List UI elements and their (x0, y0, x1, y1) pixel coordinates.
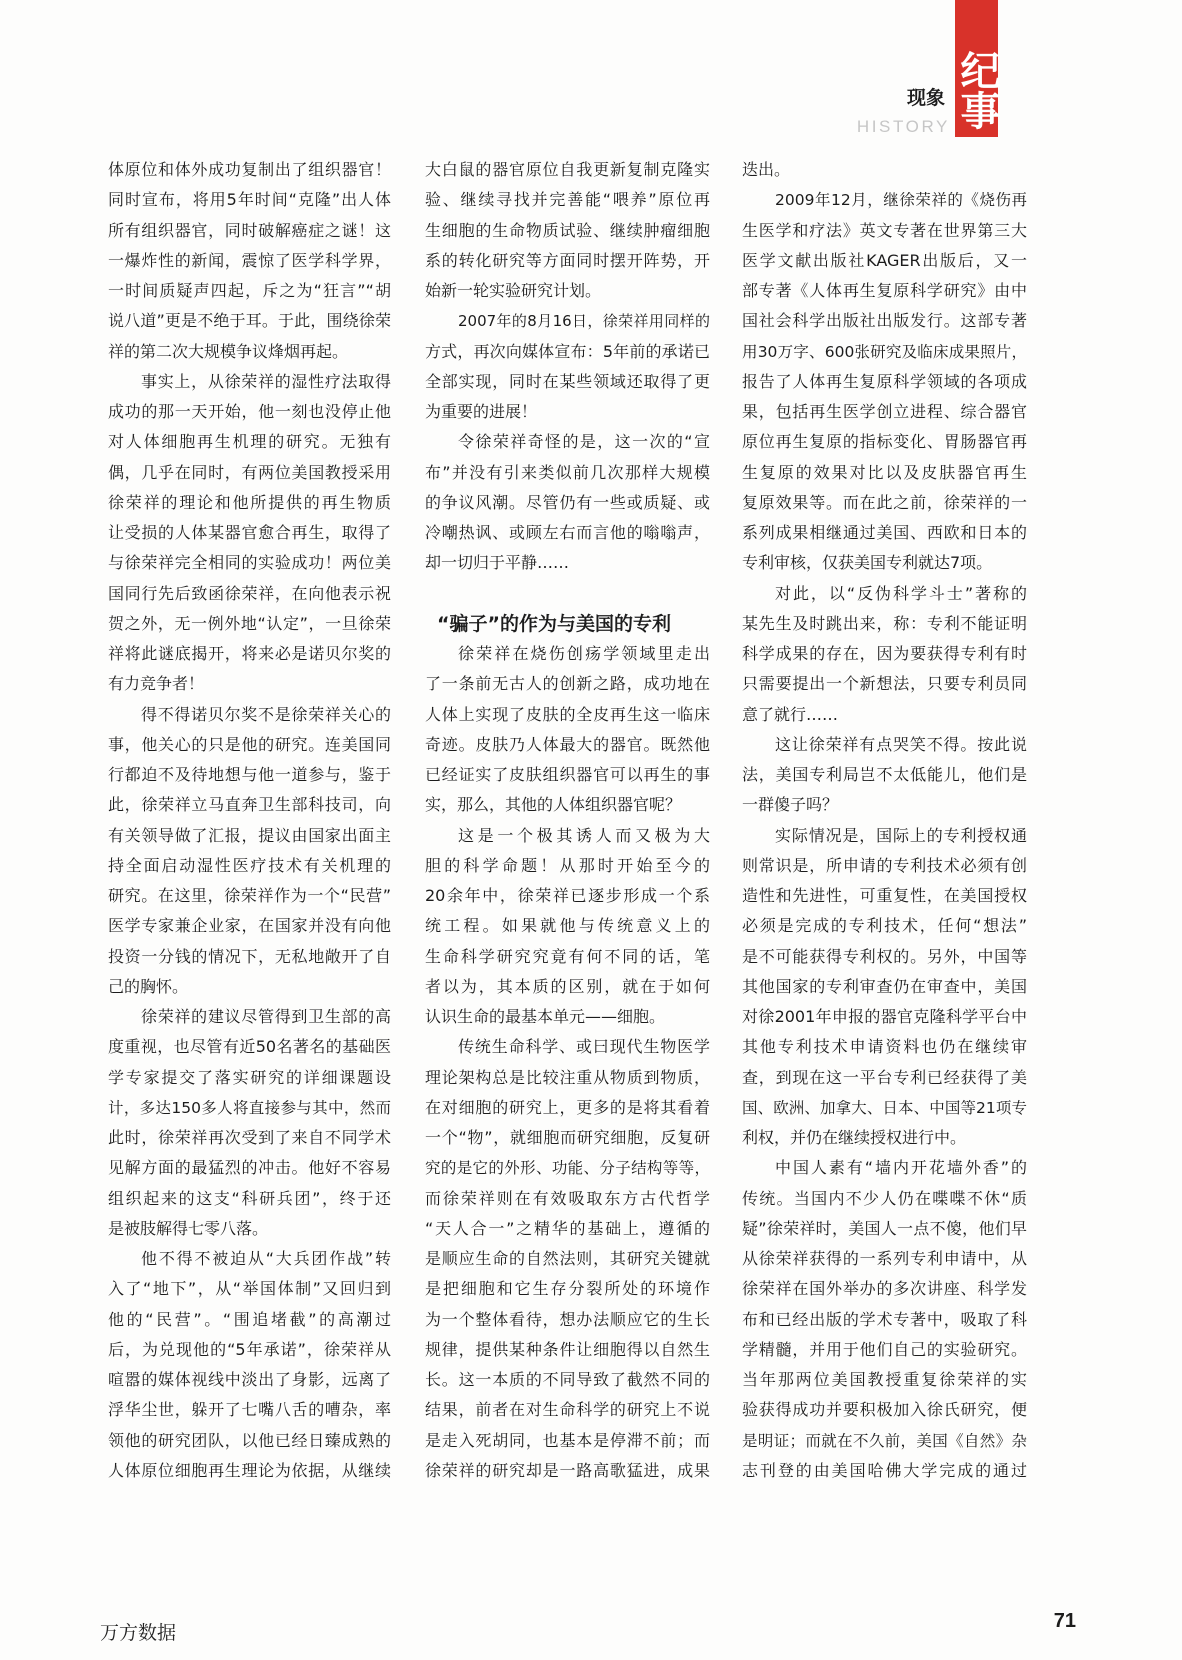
text-line: 验获得成功并要积极加入徐氏研究，便 (742, 1400, 1027, 1420)
text-line: 国社会科学出版社出版发行。这部专著 (742, 311, 1027, 331)
paragraph (425, 821, 710, 1033)
section-label-english: HISTORY (856, 117, 950, 136)
text-line: 一时间质疑声四起，斥之为“狂言”“胡 (108, 281, 391, 300)
text-line: 实际情况是，国际上的专利授权通 (775, 825, 1027, 845)
text-line: 所有组织器官，同时破解癌症之谜！这 (108, 220, 391, 240)
text-line: 组织起来的这支“科研兵团”，终于还 (108, 1188, 391, 1208)
text-line: 对此，以“反伪科学斗士”著称的 (775, 583, 1027, 603)
text-line: 这是一个极其诱人而又极为大 (458, 825, 710, 845)
text-line: 同时宣布，将用5年时间“克隆”出人体 (108, 190, 391, 210)
paragraph (742, 821, 1027, 1154)
text-line: 是被肢解得七零八落。 (108, 1218, 269, 1238)
text-line: 生复原的效果对比以及皮肤器官再生 (742, 462, 1027, 482)
text-line: 是明证；而就在不久前，美国《自然》杂 (742, 1431, 1027, 1450)
text-line: 国、欧洲、加拿大、日本、中国等21项专 (742, 1098, 1027, 1117)
watermark: 万方数据 (100, 1622, 177, 1644)
text-line: 疑”徐荣祥时，美国人一点不傻，他们早 (742, 1218, 1027, 1238)
text-line: 结果，前者在对生命科学的研究上不说 (425, 1400, 710, 1420)
paragraph (108, 700, 391, 1003)
text-line: 得不得诺贝尔奖不是徐荣祥关心的 (141, 704, 391, 724)
text-line: 部专著《人体再生复原科学研究》由中 (742, 281, 1027, 300)
text-line: 有关领导做了汇报，提议由国家出面主 (108, 825, 391, 845)
text-line: 传统。当国内不少人仍在喋喋不休“质 (742, 1188, 1027, 1208)
text-line: 其他国家的专利审查仍在审查中，美国 (742, 976, 1027, 996)
text-line: 徐荣祥在烧伤创疡学领域里走出 (458, 644, 710, 663)
text-line: 祥的第二次大规模争议烽烟再起。 (108, 341, 349, 361)
text-line: 大白鼠的器官原位自我更新复制克隆实 (425, 160, 710, 179)
text-line: 布和已经出版的学术专著中，吸取了科 (742, 1309, 1027, 1329)
text-line: 者以为，其本质的区别，就在于如何 (425, 976, 710, 996)
text-line: 一群傻子吗？ (742, 795, 839, 815)
text-line: 祥将此谜底揭开，将来必是诺贝尔奖的 (108, 644, 391, 663)
text-line: 必须是完成的专利技术，任何“想法” (742, 916, 1027, 936)
text-line: 其他专利技术申请资料也仍在继续审 (742, 1037, 1027, 1057)
text-line: 传统生命科学、或曰现代生物医学 (458, 1037, 710, 1057)
text-line: 当年那两位美国教授重复徐荣祥的实 (742, 1370, 1027, 1389)
text-line: 一个“物”，就细胞而研究细胞，反复研 (425, 1128, 710, 1147)
text-line: 偶，几乎在同时，有两位美国教授采用 (108, 462, 391, 482)
text-line: 为重要的进展！ (425, 402, 538, 421)
text-line: 成功的那一天开始，他一刻也没停止他 (108, 402, 391, 421)
text-line: 全部实现，同时在某些领域还取得了更 (425, 371, 710, 391)
text-line: 医学专家兼企业家，在国家并没有向他 (108, 916, 391, 936)
text-line: “天人合一”之精华的基础上，遵循的 (425, 1218, 710, 1238)
text-line: 他不得不被迫从“大兵团作战”转 (141, 1249, 391, 1268)
text-line: 徐荣祥的理论和他所提供的再生物质 (108, 492, 391, 512)
text-line: 人体上实现了皮肤的全皮再生这一临床 (425, 704, 710, 724)
text-line: 在对细胞的研究上，更多的是将其看着 (425, 1097, 710, 1117)
text-line: 报告了人体再生复原科学领域的各项成 (742, 371, 1027, 391)
text-line: 对徐2001年申报的器官克隆科学平台中 (742, 1007, 1027, 1026)
text-line: 对人体细胞再生机理的研究。无独有 (108, 432, 391, 452)
text-column-1 (108, 155, 391, 1486)
text-line: 认识生命的最基本单元——细胞。 (425, 1007, 666, 1026)
paragraph (742, 1153, 1027, 1486)
text-line: 理论架构总是比较注重从物质到物质， (425, 1067, 710, 1087)
text-line: 2009年12月，继徐荣祥的《烧伤再 (775, 191, 1027, 210)
text-line: 见解方面的最猛烈的冲击。他好不容易 (108, 1158, 391, 1178)
text-line: 从徐荣祥获得的一系列专利申请中，从 (742, 1249, 1027, 1268)
text-line: 己的胸怀。 (108, 976, 189, 996)
text-line: 迭出。 (742, 160, 791, 179)
text-line: 中国人素有“墙内开花墙外香”的 (775, 1158, 1027, 1178)
paragraph (108, 1002, 391, 1244)
text-line: 意了就行…… (742, 704, 839, 724)
paragraph (425, 639, 710, 821)
text-line: 始新一轮实验研究计划。 (425, 281, 602, 300)
text-line: 了一条前无古人的创新之路，成功地在 (425, 674, 710, 694)
text-line: 持全面启动湿性医疗技术有关机理的 (108, 855, 391, 875)
text-line: 生医学和疗法》英文专著在世界第三大 (742, 220, 1027, 240)
text-line: 的争议风潮。尽管仍有一些或质疑、或 (425, 492, 710, 512)
text-line: 实，那么，其他的人体组织器官呢？ (425, 795, 682, 815)
paragraph (425, 427, 710, 578)
text-line: 验、继续寻找并完善能“喂养”原位再 (425, 190, 710, 210)
section-label: 现象 (906, 87, 945, 109)
text-line: 利权，并仍在继续授权进行中。 (742, 1128, 967, 1147)
text-line: 志刊登的由美国哈佛大学完成的通过 (742, 1460, 1027, 1480)
text-line: 是走入死胡同，也基本是停滞不前；而 (425, 1430, 710, 1450)
paragraph (108, 1244, 391, 1486)
paragraph (425, 306, 710, 427)
text-line: 医学文献出版社KAGER出版后，又一 (742, 250, 1027, 270)
text-line: 复原效果等。而在此之前，徐荣祥的一 (742, 492, 1027, 512)
text-line: 是不可能获得专利权的。另外，中国等 (742, 946, 1027, 966)
text-line: 法，美国专利局岂不太低能儿，他们是 (742, 765, 1027, 784)
text-line: 事实上，从徐荣祥的湿性疗法取得 (141, 371, 391, 391)
text-line: 系列成果相继通过美国、西欧和日本的 (742, 523, 1027, 542)
text-line: 奇迹。皮肤乃人体最大的器官。既然他 (425, 734, 710, 754)
text-line: 行都迫不及待地想与他一道参与，鉴于 (108, 765, 391, 784)
text-line: 为一个整体看待，想办法顺应它的生长 (425, 1309, 710, 1329)
text-line: 布”并没有引来类似前几次那样大规模 (425, 462, 710, 482)
text-line: 有力竞争者！ (108, 674, 205, 694)
text-line: 方式，再次向媒体宣布：5年前的承诺已 (425, 341, 710, 361)
text-line: 一爆炸性的新闻，震惊了医学科学界， (108, 250, 391, 270)
text-line: 是把细胞和它生存分裂所处的环境作 (425, 1279, 710, 1299)
text-line: 徐荣祥的研究却是一路高歌猛进，成果 (425, 1460, 710, 1480)
paragraph (425, 155, 710, 306)
text-line: 投资一分钱的情况下，无私地敞开了自 (108, 946, 391, 966)
text-line: 造性和先进性，可重复性，在美国授权 (742, 886, 1027, 905)
text-line: 体原位和体外成功复制出了组织器官！ (108, 160, 391, 179)
text-line: 用30万字、600张研究及临床成果照片， (742, 342, 1027, 361)
paragraph (742, 730, 1027, 821)
text-line: 学专家提交了落实研究的详细课题设 (108, 1067, 391, 1087)
text-line: 徐荣祥的建议尽管得到卫生部的高 (141, 1007, 391, 1026)
text-line: 胆的科学命题！从那时开始至今的 (425, 855, 710, 875)
text-line: 浮华尘世，躲开了七嘴八舌的嘈杂，率 (108, 1400, 391, 1420)
paragraph (742, 155, 1027, 185)
text-line: 已经证实了皮肤组织器官可以再生的事 (425, 765, 710, 784)
column-mark-text: 纪事 (954, 50, 1000, 130)
text-line: 后，为兑现他的“5年承诺”，徐荣祥从 (108, 1339, 391, 1359)
text-line: 只需要提出一个新想法，只要专利员同 (742, 674, 1027, 694)
column-mark-badge (955, 0, 998, 137)
text-line: 生细胞的生命物质试验、继续肿瘤细胞 (425, 220, 710, 240)
text-line: 学精髓，并用于他们自己的实验研究。 (742, 1339, 1027, 1359)
text-line: 此，徐荣祥立马直奔卫生部科技司，向 (108, 795, 391, 815)
text-line: 事，他关心的只是他的研究。连美国同 (108, 734, 391, 754)
text-line: 20余年中，徐荣祥已逐步形成一个系 (425, 886, 710, 905)
text-line: 是顺应生命的自然法则，其研究关键就 (425, 1249, 710, 1268)
text-line: 究的是它的外形、功能、分子结构等等， (425, 1159, 710, 1178)
text-line: 入了“地下”，从“举国体制”又回归到 (108, 1279, 391, 1299)
section-heading: “骗子”的作为与美国的专利 (437, 612, 671, 635)
text-line: 徐荣祥在国外举办的多次讲座、科学发 (742, 1279, 1027, 1299)
text-line: 国同行先后致函徐荣祥，在向他表示祝 (108, 583, 391, 603)
text-line: 2007年的8月16日，徐荣祥用同样的 (458, 312, 710, 331)
paragraph (742, 579, 1027, 730)
text-line: 则常识是，所申请的专利技术必须有创 (742, 855, 1027, 875)
text-line: 度重视，也尽管有近50名著名的基础医 (108, 1037, 391, 1057)
text-line: 说八道”更是不绝于耳。于此，围绕徐荣 (108, 311, 391, 331)
paragraph (108, 155, 391, 367)
page-number: 71 (1053, 1610, 1076, 1632)
paragraph (425, 1032, 710, 1486)
text-line: 研究。在这里，徐荣祥作为一个“民营” (108, 886, 391, 905)
text-line: 领他的研究团队，以他已经日臻成熟的 (108, 1430, 391, 1450)
text-line: 这让徐荣祥有点哭笑不得。按此说 (775, 734, 1027, 754)
text-column-2 (425, 155, 710, 1486)
text-line: 系的转化研究等方面同时摆开阵势，开 (425, 250, 710, 270)
text-line: 规律，提供某种条件让细胞得以自然生 (425, 1339, 710, 1359)
text-line: 科学成果的存在，因为要获得专利有时 (742, 644, 1027, 663)
text-line: 果，包括再生医学创立进程、综合器官 (742, 402, 1027, 421)
text-line: 生命科学研究究竟有何不同的话，笔 (425, 946, 710, 966)
text-line: 统工程。如果就他与传统意义上的 (425, 916, 710, 936)
paragraph (108, 367, 391, 700)
text-line: 与徐荣祥完全相同的实验成功！两位美 (108, 553, 391, 573)
text-line: 长。这一本质的不同导致了截然不同的 (425, 1370, 710, 1389)
text-line: 而徐荣祥则在有效吸取东方古代哲学 (425, 1188, 710, 1208)
text-line: 贺之外，无一例外地“认定”，一旦徐荣 (108, 613, 391, 633)
text-line: 喧嚣的媒体视线中淡出了身影，远离了 (108, 1370, 391, 1389)
text-line: 计，多达150多人将直接参与其中，然而 (108, 1098, 391, 1117)
text-line: 冷嘲热讽、或顾左右而言他的嗡嗡声， (425, 523, 710, 542)
text-line: 专利审核，仅获美国专利就达7项。 (742, 553, 993, 573)
text-line: 此时，徐荣祥再次受到了来自不同学术 (108, 1128, 391, 1147)
text-line: 查，到现在这一平台专利已经获得了美 (742, 1067, 1027, 1087)
text-line: 却一切归于平静…… (425, 553, 570, 573)
text-column-3 (742, 155, 1027, 1486)
text-line: 让受损的人体某器官愈合再生，取得了 (108, 523, 391, 542)
text-line: 令徐荣祥奇怪的是，这一次的“宣 (458, 432, 710, 452)
text-line: 某先生及时跳出来，称：专利不能证明 (742, 613, 1027, 633)
paragraph (742, 185, 1027, 578)
text-line: 他的“民营”。“围追堵截”的高潮过 (108, 1309, 391, 1329)
text-line: 原位再生复原的指标变化、胃肠器官再 (742, 432, 1027, 452)
text-line: 人体原位细胞再生理论为依据，从继续 (108, 1460, 391, 1480)
